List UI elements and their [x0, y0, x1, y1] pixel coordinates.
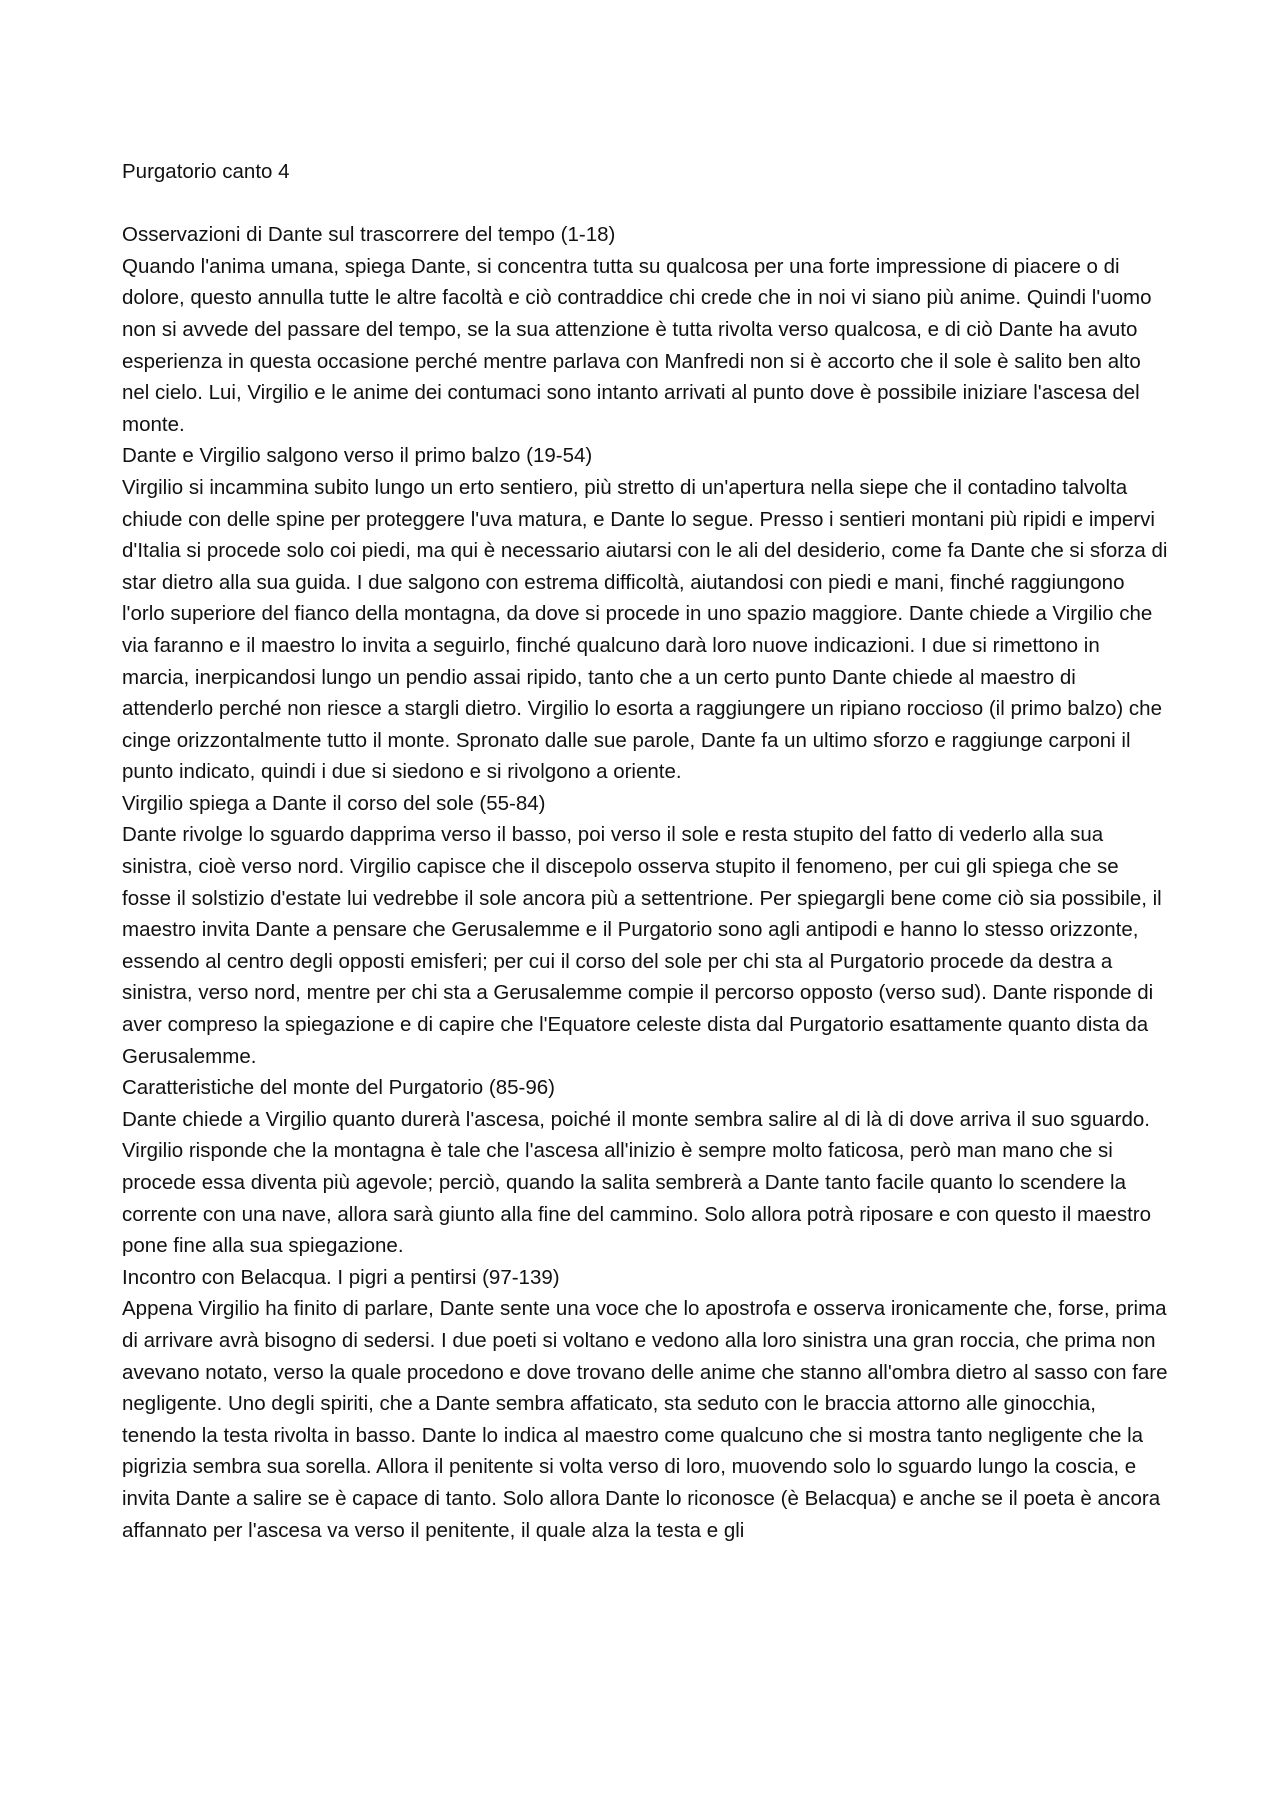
- section-body: Dante rivolge lo sguardo dapprima verso il basso, poi verso il sole e resta stupito del fatto di vederlo alla sua sinistra, cioè verso nord. Virgilio capisce che il discepolo osserva stupito il fenomeno, per cui gli spiega che se fosse il solstizio d'estate lui vedrebbe il sole ancora più a settentrione. Per spiegargli bene come ciò sia possibile, il maestro invita Dante a pensare che Gerusalemme e il Purgatorio sono agli antipodi e hanno lo stesso orizzonte, essendo al centro degli opposti emisferi; per cui il corso del sole per chi sta al Purgatorio procede da destra a sinistra, verso nord, mentre per chi sta a Gerusalemme compie il percorso opposto (verso sud). Dante risponde di aver compreso la spiegazione e di capire che l'Equatore celeste dista dal Purgatorio esattamente quanto dista da Gerusalemme.: [122, 823, 1162, 1068]
- section-heading: Osservazioni di Dante sul trascorrere del tempo (1-18): [122, 223, 616, 247]
- section-heading: Dante e Virgilio salgono verso il primo balzo (19-54): [122, 444, 593, 468]
- section-2: [122, 440, 1172, 788]
- section-1: [122, 219, 1172, 440]
- section-5: [122, 1262, 1172, 1546]
- document-title: Purgatorio canto 4: [122, 160, 290, 183]
- section-body: Dante chiede a Virgilio quanto durerà l'ascesa, poiché il monte sembra salire al di là di dove arriva il suo sguardo. Virgilio risponde che la montagna è tale che l'ascesa all'inizio è sempre molto faticosa, però man mano che si procede essa diventa più agevole; perciò, quando la salita sembrerà a Dante tanto facile quanto lo scendere la corrente con una nave, allora sarà giunto alla fine del cammino. Solo allora potrà riposare e con questo il maestro pone fine alla sua spiegazione.: [122, 1107, 1151, 1258]
- section-heading: Virgilio spiega a Dante il corso del sole (55-84): [122, 791, 546, 815]
- section-3: [122, 788, 1172, 1072]
- section-4: [122, 1072, 1172, 1262]
- section-body: Virgilio si incammina subito lungo un erto sentiero, più stretto di un'apertura nella siepe che il contadino talvolta chiude con delle spine per proteggere l'uva matura, e Dante lo segue. Presso i sentieri montani più ripidi e impervi d'Italia si procede solo coi piedi, ma qui è necessario aiutarsi con le ali del desiderio, come fa Dante che si sforza di star dietro alla sua guida. I due salgono con estrema difficoltà, aiutandosi con piedi e mani, finché raggiungono l'orlo superiore del fianco della montagna, da dove si procede in uno spazio maggiore. Dante chiede a Virgilio che via faranno e il maestro lo invita a seguirlo, finché qualcuno darà loro nuove indicazioni. I due si rimettono in marcia, inerpicandosi lungo un pendio assai ripido, tanto che a un certo punto Dante chiede al maestro di attenderlo perché non riesce a stargli dietro. Virgilio lo esorta a raggiungere un ripiano roccioso (il primo balzo) che cinge orizzontalmente tutto il monte. Spronato dalle sue parole, Dante fa un ultimo sforzo e raggiunge carponi il punto indicato, quindi i due si siedono e si rivolgono a oriente.: [122, 475, 1168, 784]
- section-heading: Caratteristiche del monte del Purgatorio (85-96): [122, 1076, 555, 1100]
- document-page: [122, 156, 1172, 1546]
- section-body: Appena Virgilio ha finito di parlare, Dante sente una voce che lo apostrofa e osserva ironicamente che, forse, prima di arrivare avrà bisogno di sedersi. I due poeti si voltano e vedono alla loro sinistra una gran roccia, che prima non avevano notato, verso la quale procedono e dove trovano delle anime che stanno all'ombra dietro al sasso con fare negligente. Uno degli spiriti, che a Dante sembra affaticato, sta seduto con le braccia attorno alle ginocchia, tenendo la testa rivolta in basso. Dante lo indica al maestro come qualcuno che si mostra tanto negligente che la pigrizia sembra sua sorella. Allora il penitente si volta verso di loro, muovendo solo lo sguardo lungo la coscia, e invita Dante a salire se è capace di tanto. Solo allora Dante lo riconosce (è Belacqua) e anche se il poeta è ancora affannato per l'ascesa va verso il penitente, il quale alza la testa e gli: [122, 1297, 1168, 1542]
- section-body: Quando l'anima umana, spiega Dante, si concentra tutta su qualcosa per una forte impressione di piacere o di dolore, questo annulla tutte le altre facoltà e ciò contraddice chi crede che in noi vi siano più anime. Quindi l'uomo non si avvede del passare del tempo, se la sua attenzione è tutta rivolta verso qualcosa, e di ciò Dante ha avuto esperienza in questa occasione perché mentre parlava con Manfredi non si è accorto che il sole è salito ben alto nel cielo. Lui, Virgilio e le anime dei contumaci sono intanto arrivati al punto dove è possibile iniziare l'ascesa del monte.: [122, 254, 1152, 436]
- section-heading: Incontro con Belacqua. I pigri a pentirsi (97-139): [122, 1265, 560, 1289]
